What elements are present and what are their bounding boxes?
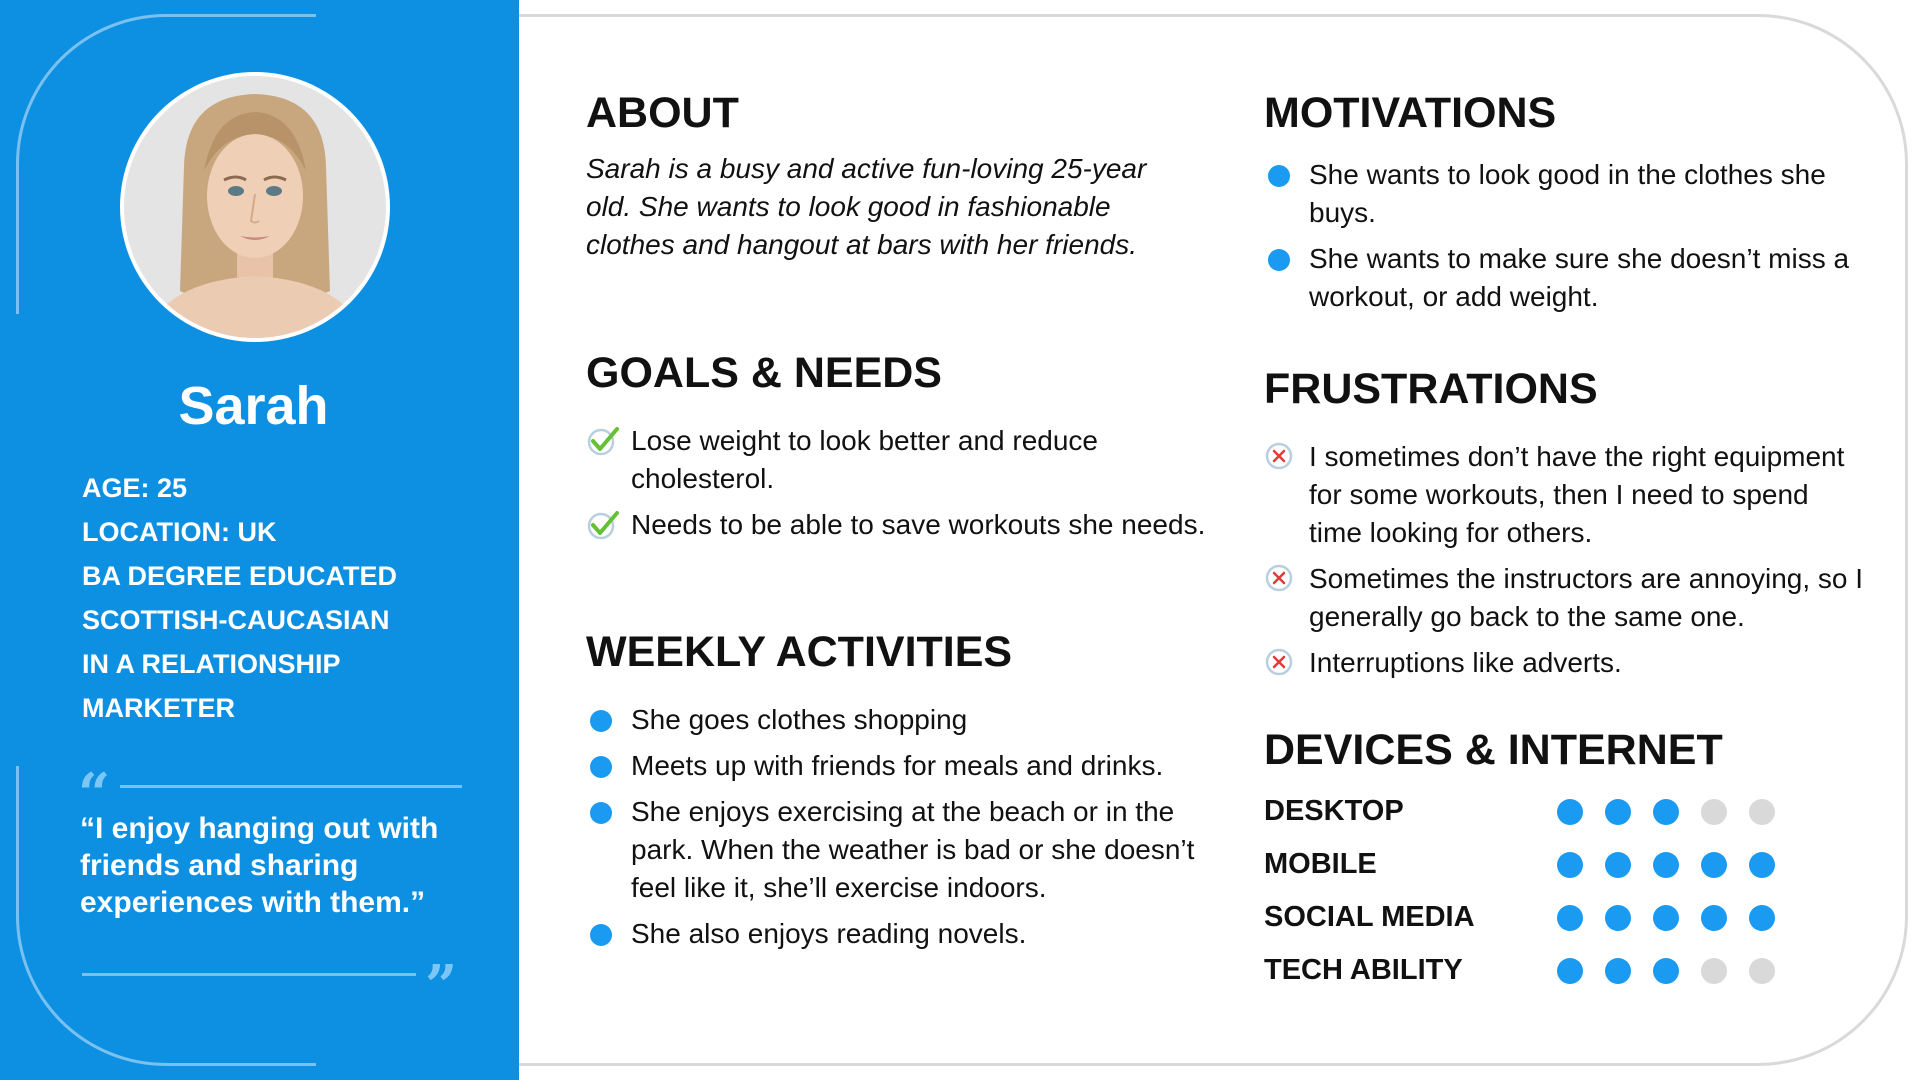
device-row-social-media <box>1264 897 1824 950</box>
frustration-item <box>1264 438 1864 552</box>
bullet-dot <box>590 802 612 824</box>
frustrations-heading: FRUSTRATIONS <box>1264 365 1598 413</box>
weekly-section <box>586 627 1216 961</box>
weekly-text: She goes clothes shopping <box>631 704 968 735</box>
goals-section <box>586 348 1206 552</box>
rating-dot-filled <box>1749 852 1775 878</box>
rating-dot-filled <box>1605 799 1631 825</box>
weekly-text: Meets up with friends for meals and drinks. <box>631 750 1164 781</box>
profile-panel <box>0 0 519 1080</box>
devices-ratings <box>1264 791 1824 1003</box>
frustration-text: Interruptions like adverts. <box>1309 647 1622 678</box>
rating-dot-filled <box>1605 958 1631 984</box>
quote-divider-bottom <box>82 973 416 976</box>
rating-dot-filled <box>1557 852 1583 878</box>
rating-dot-filled <box>1557 958 1583 984</box>
device-label: TECH ABILITY <box>1264 954 1463 986</box>
cross-icon <box>1264 563 1294 593</box>
motivations-heading: MOTIVATIONS <box>1264 89 1557 137</box>
persona-facts <box>82 470 397 734</box>
persona-name: Sarah <box>178 376 329 436</box>
device-label: SOCIAL MEDIA <box>1264 901 1475 933</box>
frustrations-section <box>1264 364 1864 690</box>
frustration-text: I sometimes don’t have the right equipment for some workouts, then I need to spend time looking for others. <box>1309 441 1845 548</box>
motivations-list <box>1264 156 1894 316</box>
device-row-desktop <box>1264 791 1824 844</box>
about-section <box>586 88 1186 264</box>
avatar-portrait <box>124 76 386 338</box>
motivations-section <box>1264 88 1894 324</box>
check-icon <box>586 509 620 541</box>
weekly-list <box>586 701 1216 953</box>
rating-dot-filled <box>1605 905 1631 931</box>
device-label: DESKTOP <box>1264 795 1404 827</box>
check-icon <box>586 425 620 457</box>
devices-heading: DEVICES & INTERNET <box>1264 726 1723 774</box>
bullet-dot <box>1268 249 1290 271</box>
rating-dot-filled <box>1605 852 1631 878</box>
weekly-item <box>586 747 1216 785</box>
goal-item <box>586 422 1206 498</box>
fact-relationship: IN A RELATIONSHIP <box>82 649 341 679</box>
about-heading: ABOUT <box>586 89 739 137</box>
open-quote-icon: “ <box>78 761 111 827</box>
fact-age: AGE: 25 <box>82 473 188 503</box>
avatar <box>120 72 390 342</box>
device-label: MOBILE <box>1264 848 1377 880</box>
cross-icon <box>1264 441 1294 471</box>
rating-dot-filled <box>1653 852 1679 878</box>
device-row-tech-ability <box>1264 950 1824 1003</box>
cross-icon <box>1264 647 1294 677</box>
fact-occupation: MARKETER <box>82 693 235 723</box>
rating-dot-filled <box>1557 905 1583 931</box>
quote-divider-top <box>120 785 462 788</box>
fact-education: BA DEGREE EDUCATED <box>82 561 398 591</box>
persona-quote: “I enjoy hanging out with friends and sharing experiences with them.” <box>80 812 439 919</box>
goals-heading: GOALS & NEEDS <box>586 349 942 397</box>
rating-dot-filled <box>1557 799 1583 825</box>
close-quote-icon: ” <box>425 953 458 1019</box>
weekly-heading: WEEKLY ACTIVITIES <box>586 628 1013 676</box>
rating-dot-empty <box>1749 799 1775 825</box>
motivation-item <box>1264 156 1894 232</box>
rating-dot-filled <box>1653 905 1679 931</box>
rating-dot-empty <box>1701 799 1727 825</box>
weekly-item <box>586 793 1216 907</box>
bullet-dot <box>590 710 612 732</box>
goals-list <box>586 422 1206 544</box>
motivation-text: She wants to look good in the clothes she buys. <box>1309 159 1826 228</box>
motivation-text: She wants to make sure she doesn’t miss a workout, or add weight. <box>1309 243 1850 312</box>
fact-location: LOCATION: UK <box>82 517 277 547</box>
rating-dot-empty <box>1701 958 1727 984</box>
fact-ethnicity: SCOTTISH-CAUCASIAN <box>82 605 390 635</box>
bullet-dot <box>590 924 612 946</box>
frustration-item <box>1264 644 1864 682</box>
rating-dot-filled <box>1653 958 1679 984</box>
frustration-item <box>1264 560 1864 636</box>
weekly-item <box>586 701 1216 739</box>
bullet-dot <box>590 756 612 778</box>
rating-dot-filled <box>1701 852 1727 878</box>
about-text: Sarah is a busy and active fun-loving 25-year old. She wants to look good in fashionable clothes and hangout at bars with her friends. <box>586 153 1147 260</box>
motivation-item <box>1264 240 1894 316</box>
goal-text: Lose weight to look better and reduce cholesterol. <box>631 425 1098 494</box>
rating-dot-filled <box>1653 799 1679 825</box>
rating-dot-filled <box>1749 905 1775 931</box>
goal-text: Needs to be able to save workouts she needs. <box>631 509 1206 540</box>
frustrations-list <box>1264 438 1864 682</box>
weekly-text: She enjoys exercising at the beach or in the park. When the weather is bad or she doesn’t feel like it, she’ll exercise indoors. <box>631 796 1195 903</box>
rating-dot-empty <box>1749 958 1775 984</box>
frustration-text: Sometimes the instructors are annoying, so I generally go back to the same one. <box>1309 563 1864 632</box>
devices-section <box>1264 725 1824 1003</box>
rating-dot-filled <box>1701 905 1727 931</box>
weekly-item <box>586 915 1216 953</box>
device-row-mobile <box>1264 844 1824 897</box>
weekly-text: She also enjoys reading novels. <box>631 918 1027 949</box>
goal-item <box>586 506 1206 544</box>
bullet-dot <box>1268 165 1290 187</box>
